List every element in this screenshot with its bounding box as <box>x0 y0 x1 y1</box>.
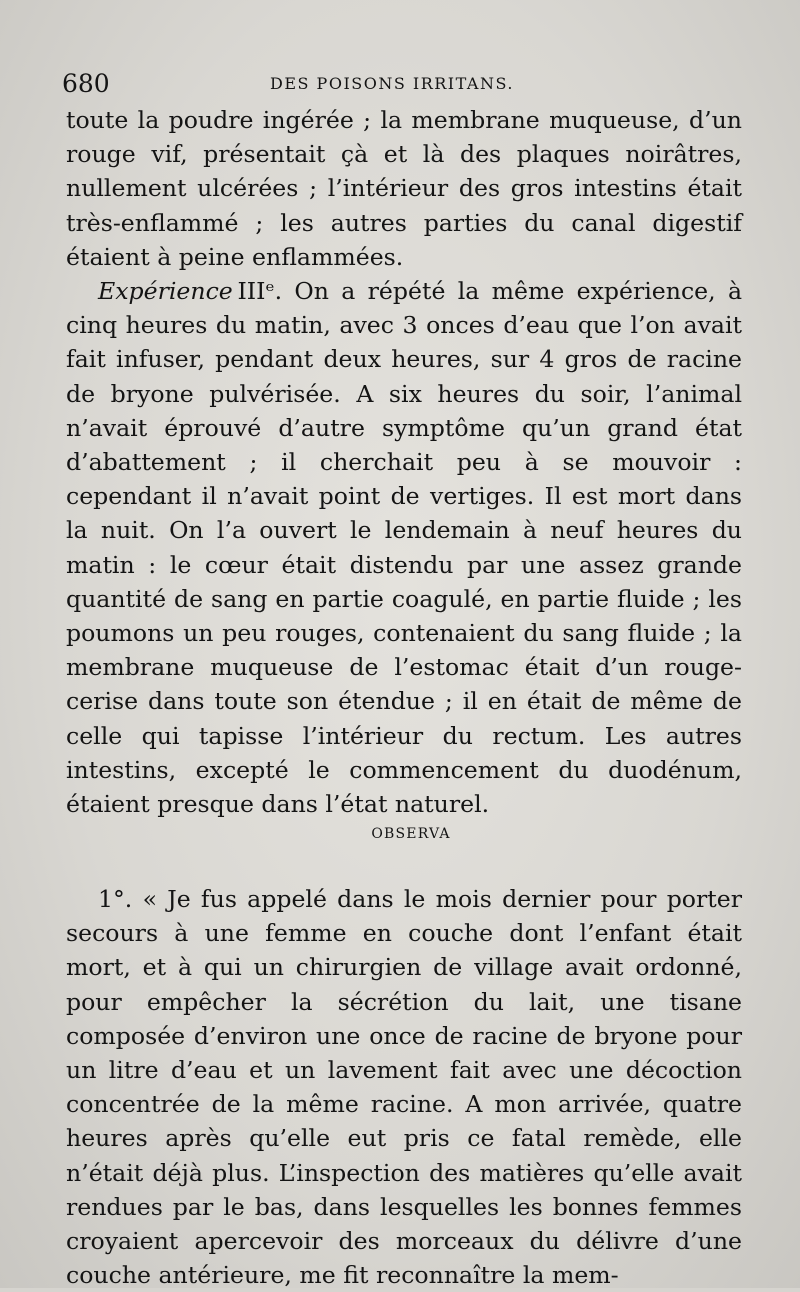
main-text <box>66 103 742 821</box>
section-heading-text: OBSERVA <box>371 826 451 842</box>
running-header-title: DES POISONS IRRITANS. <box>270 74 514 93</box>
observation-text: « Je fus appelé dans le mois dernier pour porter secours à une femme en couche dont l’enfant était mort, et à qui un chirurgien de village avait ordonné, pour empêcher la sécrétion du lait, une tisane composée d’environ une once de racine de bryone pour un litre d’eau et un lavement fait avec une décoction concentrée de la même racine. A mon arrivée, quatre heures après qu’elle eut pris ce fatal remède, elle n’était déjà plus. L’inspection des matières qu’elle avait rendues par le bas, dans lesquelles les bonnes femmes croyaient apercevoir des morceaux du délivre d’une couche antérieure, me fit reconnaître la mem- <box>66 885 743 1290</box>
observation-block <box>66 882 742 1292</box>
section-heading <box>0 826 800 842</box>
running-head <box>62 64 742 104</box>
page-number: 680 <box>62 69 110 98</box>
observation-paragraph <box>66 882 742 1292</box>
experiment-text: On a répété la même expérience, à cinq heures du matin, avec 3 onces d’eau que l’on avait fait infuser, pendant deux heures, sur 4 gros de racine de bryone pulvérisée. A six heures du soir, l’animal n’avait éprouvé d’autre symptôme qu’un grand état d’abattement ; il cherchait peu à se mouvoir : cependant il n’avait point de vertiges. Il est mort dans la nuit. On l’a ouvert le lendemain à neuf heures du matin : le cœur était distendu par une assez grande quantité de sang en partie coagulé, en partie fluide ; les poumons un peu rouges, contenaient du sang fluide ; la membrane muqueuse de l’estomac était d’un rouge-cerise dans toute son étendue ; il en était de même de celle qui tapisse l’intérieur du rectum. Les autres intestins, excepté le commencement du duodénum, étaient presque dans l’état naturel. <box>66 277 743 819</box>
experiment-label: Expérience <box>98 277 233 306</box>
experiment-number: IIIᵉ. <box>237 277 283 306</box>
paragraph-continued: toute la poudre ingérée ; la membrane muqueuse, d’un rouge vif, présentait çà et là des plaques noirâtres, nullement ulcérées ; l’intérieur des gros intestins était très-enflammé ; les autres parties du canal digestif étaient à peine enflammées. <box>66 106 742 271</box>
experiment-paragraph <box>66 274 742 821</box>
observation-number: 1°. <box>98 885 133 913</box>
